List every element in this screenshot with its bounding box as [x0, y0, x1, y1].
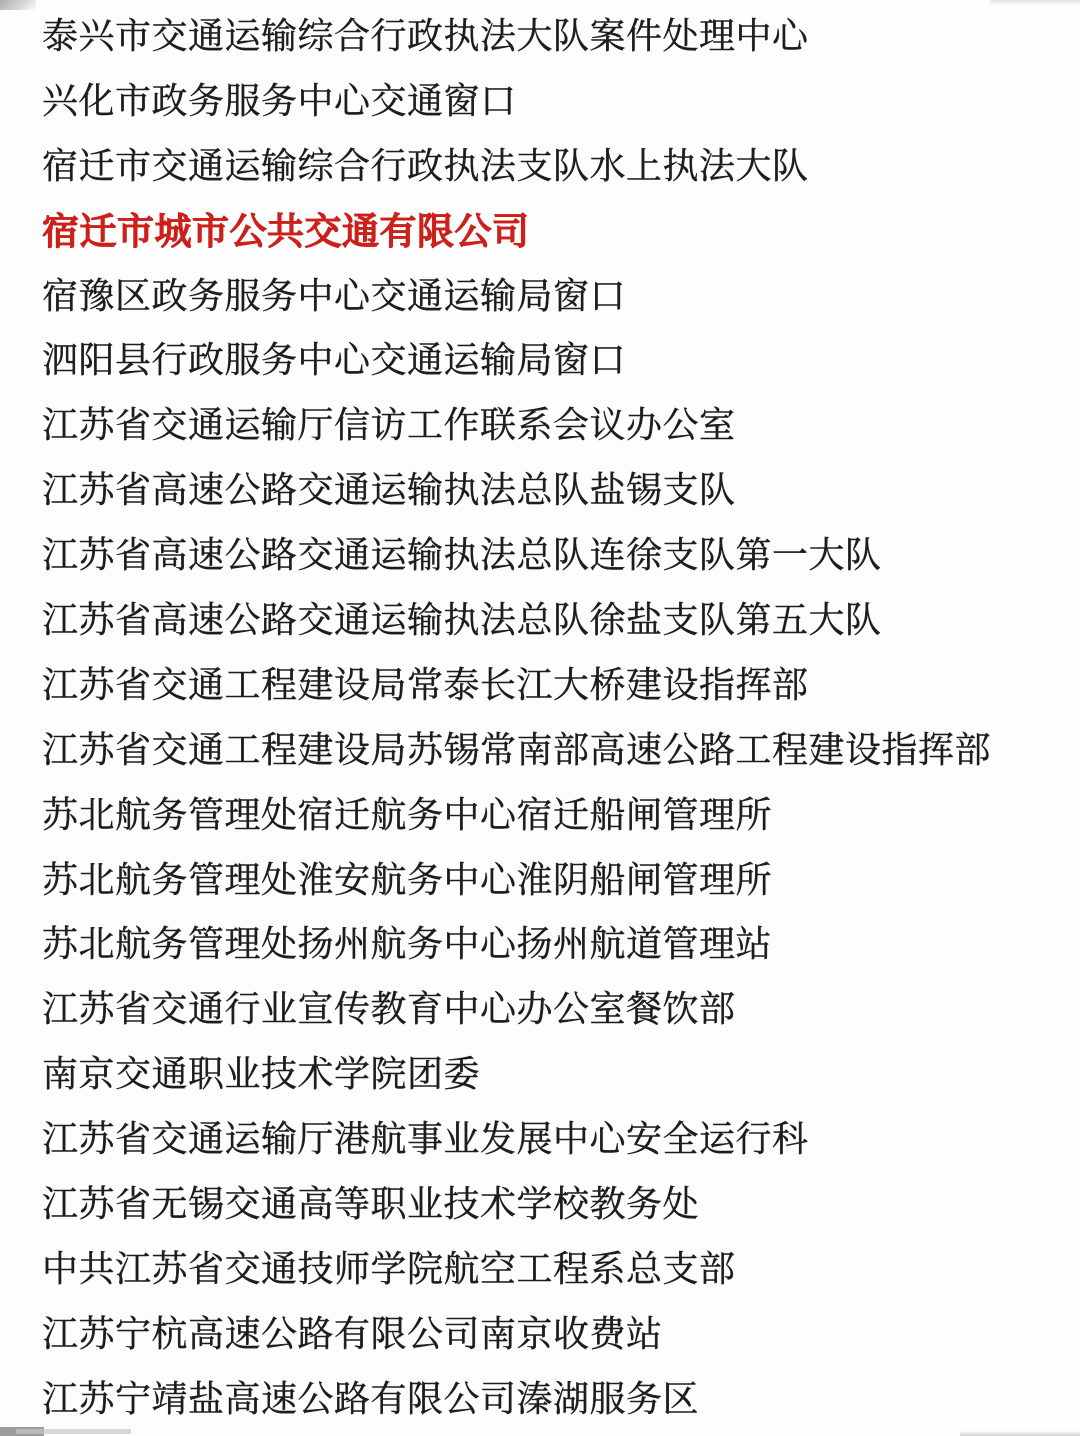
list-item: 兴化市政务服务中心交通窗口	[42, 79, 517, 121]
list-item: 宿迁市交通运输综合行政执法支队水上执法大队	[42, 144, 809, 186]
org-list	[42, 1, 1070, 1429]
photo-edge-artifact	[16, 1429, 131, 1434]
list-item: 江苏省高速公路交通运输执法总队徐盐支队第五大队	[42, 598, 882, 640]
list-item: 江苏宁靖盐高速公路有限公司溱湖服务区	[42, 1377, 700, 1419]
list-item: 江苏省交通运输厅港航事业发展中心安全运行科	[42, 1118, 809, 1160]
list-item: 苏北航务管理处扬州航务中心扬州航道管理站	[42, 923, 773, 965]
photo-edge-artifact	[0, 1427, 44, 1436]
list-item: 江苏省交通运输厅信访工作联系会议办公室	[42, 404, 736, 446]
list-item-highlighted: 宿迁市城市公共交通有限公司	[42, 211, 530, 253]
list-item: 江苏省交通工程建设局苏锡常南部高速公路工程建设指挥部	[42, 728, 992, 770]
list-item: 江苏省交通行业宣传教育中心办公室餐饮部	[42, 988, 736, 1030]
list-item: 苏北航务管理处淮安航务中心淮阴船闸管理所	[42, 858, 773, 900]
list-item: 泰兴市交通运输综合行政执法大队案件处理中心	[42, 14, 809, 56]
list-item: 南京交通职业技术学院团委	[42, 1053, 481, 1095]
list-item: 江苏省高速公路交通运输执法总队连徐支队第一大队	[42, 534, 882, 576]
list-item: 江苏宁杭高速公路有限公司南京收费站	[42, 1312, 663, 1354]
list-item: 宿豫区政务服务中心交通运输局窗口	[42, 274, 627, 316]
list-item: 中共江苏省交通技师学院航空工程系总支部	[42, 1247, 736, 1289]
list-item: 苏北航务管理处宿迁航务中心宿迁船闸管理所	[42, 793, 773, 835]
list-item: 江苏省高速公路交通运输执法总队盐锡支队	[42, 469, 736, 511]
list-item: 泗阳县行政服务中心交通运输局窗口	[42, 339, 627, 381]
list-item: 江苏省交通工程建设局常泰长江大桥建设指挥部	[42, 663, 809, 705]
photo-edge-artifact	[960, 1431, 1080, 1436]
list-item: 江苏省无锡交通高等职业技术学校教务处	[42, 1182, 700, 1224]
photo-edge-artifact	[0, 0, 36, 10]
